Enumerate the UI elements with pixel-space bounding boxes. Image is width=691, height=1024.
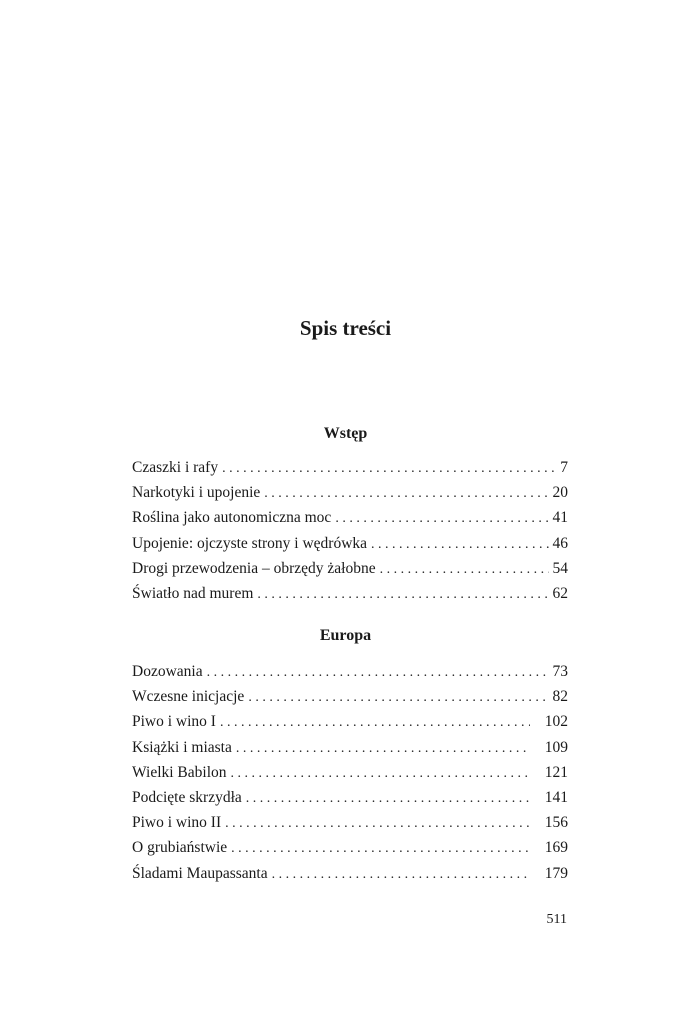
dot-leader: [220, 710, 530, 734]
toc-entry-page: 109: [544, 738, 568, 756]
toc-entry: [132, 480, 568, 505]
toc-entry-page: 156: [544, 814, 568, 832]
toc-entry: [132, 505, 568, 530]
toc-entry: [132, 531, 568, 556]
section-heading-wstep: Wstęp: [323, 425, 368, 442]
page-number: 511: [546, 912, 567, 927]
toc-entry: [132, 709, 568, 734]
toc-entry: [132, 735, 568, 760]
toc-entry: [132, 785, 568, 810]
toc-entry-page: 46: [552, 534, 568, 552]
toc-entry-label: Śladami Maupassanta: [132, 864, 268, 882]
dot-leader: [371, 532, 548, 556]
toc-entry: [132, 861, 568, 886]
dot-leader: [222, 456, 556, 480]
toc-entry-label: Wielki Babilon: [132, 763, 227, 781]
section-heading-europa: Europa: [319, 627, 372, 644]
dot-leader: [207, 660, 549, 684]
toc-entry-page: 169: [544, 839, 568, 857]
toc-entry-page: 20: [552, 484, 568, 502]
page-title: Spis treści: [299, 316, 392, 340]
dot-leader: [225, 811, 530, 835]
toc-entry-page: 62: [552, 584, 568, 602]
toc-entry-page: 82: [552, 688, 568, 706]
toc-entry: [132, 659, 568, 684]
toc-entry-page: 7: [560, 459, 568, 476]
dot-leader: [335, 506, 548, 530]
toc-entry: [132, 455, 568, 480]
toc-entry: [132, 760, 568, 785]
toc-entry-label: Drogi przewodzenia – obrzędy żałobne: [132, 559, 376, 577]
toc-list-wstep: [132, 455, 568, 606]
dot-leader: [246, 786, 530, 810]
dot-leader: [231, 836, 530, 860]
toc-entry-label: Wczesne inicjacje: [132, 688, 245, 706]
toc-entry-label: Piwo i wino I: [132, 713, 216, 731]
toc-entry-label: Roślina jako autonomiczna moc: [132, 509, 332, 527]
toc-entry: [132, 835, 568, 860]
dot-leader: [380, 557, 549, 581]
dot-leader: [231, 761, 530, 785]
toc-entry-page: 41: [552, 509, 568, 527]
toc-entry: [132, 556, 568, 581]
dot-leader: [257, 582, 548, 606]
toc-entry-page: 121: [544, 763, 568, 781]
toc-entry-label: Dozowania: [132, 663, 203, 680]
toc-entry-label: Książki i miasta: [132, 738, 232, 756]
dot-leader: [272, 862, 530, 886]
toc-entry: [132, 810, 568, 835]
toc-entry-label: Piwo i wino II: [132, 814, 222, 832]
toc-entry-page: 102: [544, 713, 568, 731]
toc-entry-page: 179: [544, 864, 568, 882]
toc-entry-label: Narkotyki i upojenie: [132, 484, 261, 502]
toc-entry-page: 54: [552, 559, 568, 577]
toc-entry-label: Podcięte skrzydła: [132, 788, 242, 806]
toc-list-europa: [132, 659, 568, 886]
toc-entry-label: O grubiaństwie: [132, 839, 228, 857]
toc-entry-label: Czaszki i rafy: [132, 459, 219, 476]
dot-leader: [236, 736, 530, 760]
toc-entry-label: Upojenie: ojczyste strony i wędrówka: [132, 534, 368, 552]
toc-entry-page: 73: [552, 663, 568, 680]
dot-leader: [264, 481, 548, 505]
dot-leader: [248, 685, 548, 709]
toc-entry: [132, 581, 568, 606]
toc-entry-label: Światło nad murem: [132, 584, 254, 602]
toc-entry-page: 141: [544, 788, 568, 806]
toc-entry: [132, 684, 568, 709]
